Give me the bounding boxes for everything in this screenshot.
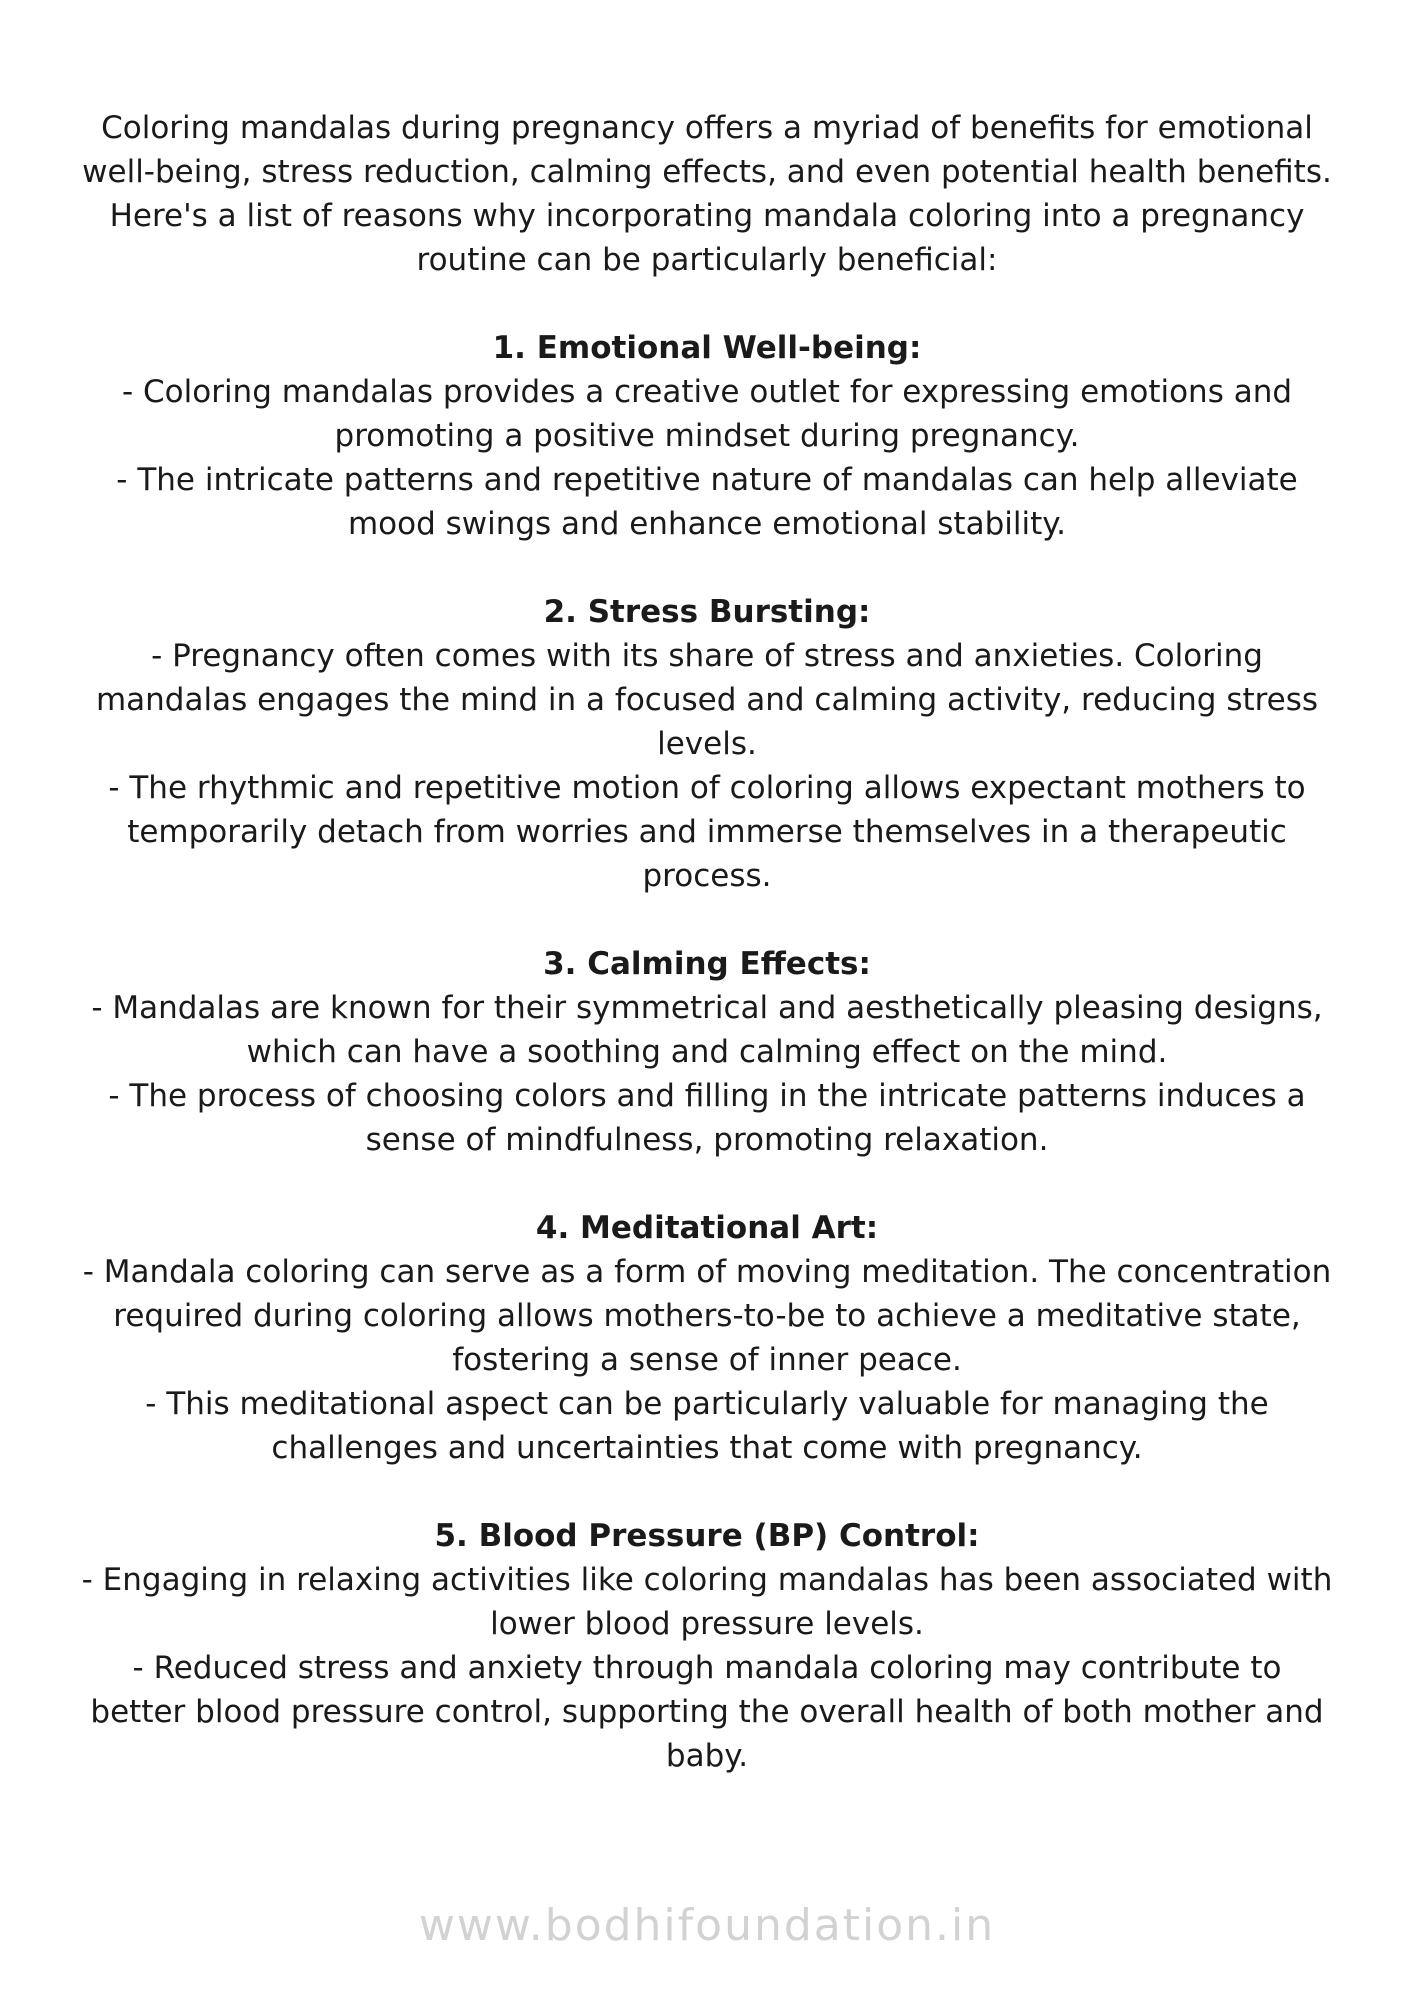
section-calming-effects xyxy=(80,942,1334,1162)
section-point: - Engaging in relaxing activities like coloring mandalas has been associated with lower blood pressure levels. xyxy=(81,1562,1333,1642)
section-point: - The rhythmic and repetitive motion of coloring allows expectant mothers to temporarily detach from worries and immerse themselves in a therapeutic process. xyxy=(108,770,1306,894)
section-point: - The process of choosing colors and filling in the intricate patterns induces a sense of mindfulness, promoting relaxation. xyxy=(108,1078,1306,1158)
section-point: - This meditational aspect can be particularly valuable for managing the challenges and uncertainties that come with pregnancy. xyxy=(145,1386,1269,1466)
section-heading: 1. Emotional Well-being: xyxy=(492,330,922,366)
section-point: - Mandala coloring can serve as a form of moving meditation. The concentration required during coloring allows mothers-to-be to achieve a meditative state, fostering a sense of inner peace. xyxy=(82,1254,1332,1378)
section-point: - Coloring mandalas provides a creative outlet for expressing emotions and promoting a positive mindset during pregnancy. xyxy=(121,374,1293,454)
section-heading: 3. Calming Effects: xyxy=(543,946,871,982)
section-point: - Reduced stress and anxiety through mandala coloring may contribute to better blood pressure control, supporting the overall health of both mother and baby. xyxy=(90,1650,1324,1774)
section-heading: 2. Stress Bursting: xyxy=(543,594,871,630)
footer-website-url: www.bodhifoundation.in xyxy=(418,1900,996,1951)
section-stress-bursting xyxy=(80,590,1334,898)
document-body xyxy=(80,106,1334,1822)
section-point: - Mandalas are known for their symmetrical and aesthetically pleasing designs, which can have a soothing and calming effect on the mind. xyxy=(91,990,1323,1070)
section-meditational-art xyxy=(80,1206,1334,1470)
section-point: - Pregnancy often comes with its share of stress and anxieties. Coloring mandalas engages the mind in a focused and calming activity, reducing stress levels. xyxy=(95,638,1319,762)
intro-paragraph: Coloring mandalas during pregnancy offers a myriad of benefits for emotional well-being, stress reduction, calming effects, and even potential health benefits. Here's a list of reasons why incorporating mandala coloring into a pregnancy routine can be particularly beneficial: xyxy=(82,110,1332,278)
section-heading: 5. Blood Pressure (BP) Control: xyxy=(434,1518,980,1554)
section-blood-pressure-control xyxy=(80,1514,1334,1778)
section-heading: 4. Meditational Art: xyxy=(535,1210,879,1246)
section-emotional-well-being xyxy=(80,326,1334,546)
section-point: - The intricate patterns and repetitive nature of mandalas can help alleviate mood swings and enhance emotional stability. xyxy=(116,462,1298,542)
